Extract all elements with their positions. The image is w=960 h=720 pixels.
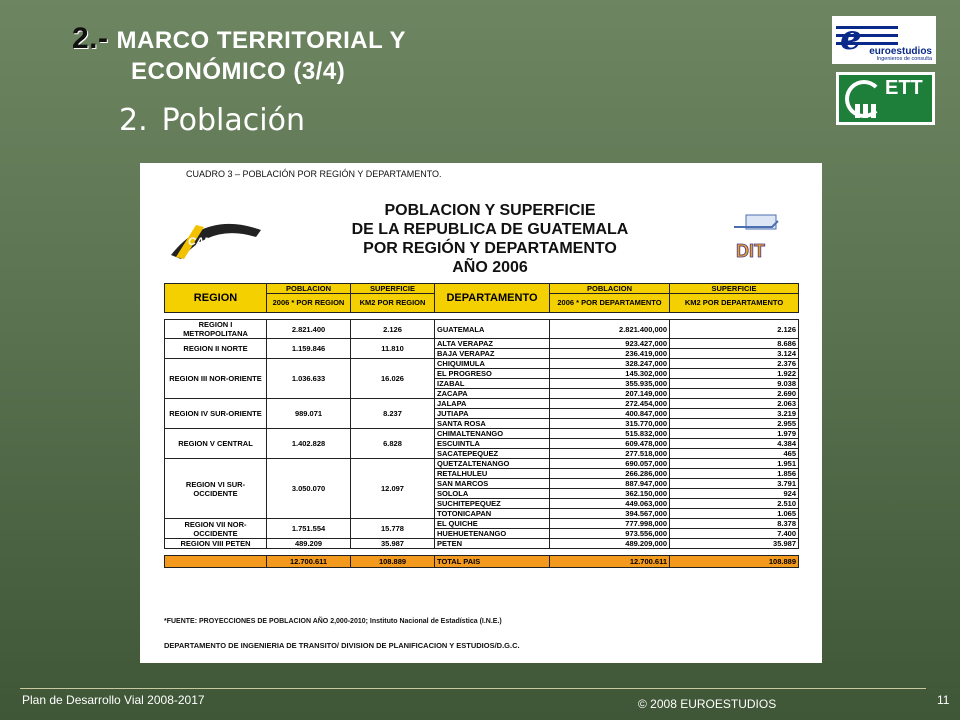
- region-name-cell: REGION II NORTE: [165, 339, 267, 359]
- department-name-cell: ALTA VERAPAZ: [435, 339, 550, 349]
- table-row: [165, 459, 799, 469]
- page-number: 11: [937, 693, 950, 707]
- region-population-cell: 2.821.400: [267, 320, 351, 339]
- department-area-cell: 1.065: [670, 509, 799, 519]
- region-name-cell: REGION I METROPOLITANA: [165, 320, 267, 339]
- department-area-cell: 7.400: [670, 529, 799, 539]
- department-area-cell: 2.690: [670, 389, 799, 399]
- department-name-cell: GUATEMALA: [435, 320, 550, 339]
- department-area-cell: 3.219: [670, 409, 799, 419]
- region-population-cell: 1.402.828: [267, 429, 351, 459]
- slide-subtitle: [119, 103, 305, 138]
- spacer-cell: [267, 549, 351, 556]
- department-name-cell: CHIQUIMULA: [435, 359, 550, 369]
- region-population-cell: 1.751.554: [267, 519, 351, 539]
- department-area-cell: 465: [670, 449, 799, 459]
- spacer-cell: [670, 549, 799, 556]
- spacer-cell: [670, 313, 799, 320]
- euro-name: euroestudios: [869, 46, 932, 57]
- department-population-cell: 777.998,000: [550, 519, 670, 529]
- region-population-cell: 1.159.846: [267, 339, 351, 359]
- subtitle-number: 2.: [119, 103, 148, 138]
- subtitle-text: Población: [161, 103, 305, 138]
- ett-text: ETT: [885, 77, 923, 99]
- source-note: *FUENTE: PROYECCIONES DE POBLACION AÑO 2,000-2010; Instituto Nacional de Estadística (I.N.E.): [164, 618, 502, 625]
- department-name-cell: PETEN: [435, 539, 550, 549]
- region-name-cell: REGION IV SUR-ORIENTE: [165, 399, 267, 429]
- caminos-text: CAMINOS: [188, 236, 240, 248]
- header-pobd-top: POBLACION: [550, 284, 670, 294]
- caminos-logo: [166, 215, 266, 263]
- title-text-1: MARCO TERRITORIAL Y: [116, 27, 407, 54]
- region-area-cell: 6.828: [351, 429, 435, 459]
- population-table: [164, 283, 799, 568]
- header-supd-top: SUPERFICIE: [670, 284, 799, 294]
- region-name-cell: REGION V CENTRAL: [165, 429, 267, 459]
- department-name-cell: JALAPA: [435, 399, 550, 409]
- department-population-cell: 973.556,000: [550, 529, 670, 539]
- header-sup-top: SUPERFICIE: [351, 284, 435, 294]
- department-population-cell: 690.057,000: [550, 459, 670, 469]
- department-population-cell: 315.770,000: [550, 419, 670, 429]
- department-population-cell: 887.947,000: [550, 479, 670, 489]
- header-pob-top: POBLACION: [267, 284, 351, 294]
- header-region: REGION: [165, 284, 267, 313]
- footer-divider: [20, 688, 926, 689]
- ett-column: [863, 104, 868, 118]
- spacer-cell: [165, 549, 267, 556]
- ett-green-box: [839, 75, 932, 122]
- department-population-cell: 515.832,000: [550, 429, 670, 439]
- dit-text: DIT: [736, 241, 765, 261]
- section-number: 2.-: [72, 22, 109, 55]
- table-row: [165, 519, 799, 529]
- total-population-cell: 12.700.611: [267, 556, 351, 568]
- spacer-cell: [435, 549, 550, 556]
- table-row: [165, 429, 799, 439]
- slide-title-line2: ECONÓMICO (3/4): [131, 58, 346, 85]
- department-name-cell: ZACAPA: [435, 389, 550, 399]
- table-row: [165, 359, 799, 369]
- total-row: [165, 556, 799, 568]
- department-population-cell: 277.518,000: [550, 449, 670, 459]
- table-row: [165, 320, 799, 339]
- department-name-cell: IZABAL: [435, 379, 550, 389]
- region-area-cell: 12.097: [351, 459, 435, 519]
- region-population-cell: 3.050.070: [267, 459, 351, 519]
- department-area-cell: 2.063: [670, 399, 799, 409]
- department-name-cell: SOLOLA: [435, 489, 550, 499]
- ett-logo: [836, 72, 935, 125]
- document-image: [140, 163, 822, 663]
- spacer-cell: [550, 549, 670, 556]
- footer-plan: Plan de Desarrollo Vial 2008-2017: [22, 693, 205, 707]
- spacer-row: [165, 549, 799, 556]
- table-caption: CUADRO 3 – POBLACIÓN POR REGIÓN Y DEPARTAMENTO.: [186, 169, 442, 179]
- department-area-cell: 3.791: [670, 479, 799, 489]
- dit-logo: [732, 213, 784, 263]
- total-dep-population-cell: 12.700.611: [550, 556, 670, 568]
- department-population-cell: 2.821.400,000: [550, 320, 670, 339]
- department-population-cell: 355.935,000: [550, 379, 670, 389]
- total-label-cell: TOTAL PAIS: [435, 556, 550, 568]
- euro-tagline: Ingenieros de consulta: [876, 56, 932, 62]
- department-name-cell: SUCHITEPEQUEZ: [435, 499, 550, 509]
- department-area-cell: 924: [670, 489, 799, 499]
- department-area-cell: 2.376: [670, 359, 799, 369]
- total-dep-area-cell: 108.889: [670, 556, 799, 568]
- header-departamento: DEPARTAMENTO: [435, 284, 550, 313]
- region-name-cell: REGION VII NOR-OCCIDENTE: [165, 519, 267, 539]
- spacer-cell: [351, 313, 435, 320]
- region-area-cell: 15.778: [351, 519, 435, 539]
- department-name-cell: ESCUINTLA: [435, 439, 550, 449]
- department-name-cell: SANTA ROSA: [435, 419, 550, 429]
- department-area-cell: 1.951: [670, 459, 799, 469]
- doc-title-line: POBLACION Y SUPERFICIE: [384, 202, 596, 219]
- spacer-cell: [165, 313, 267, 320]
- slide-title-line1: [72, 22, 406, 56]
- region-area-cell: 35.987: [351, 539, 435, 549]
- region-area-cell: 8.237: [351, 399, 435, 429]
- department-area-cell: 2.955: [670, 419, 799, 429]
- department-name-cell: SACATEPEQUEZ: [435, 449, 550, 459]
- department-population-cell: 328.247,000: [550, 359, 670, 369]
- department-name-cell: SAN MARCOS: [435, 479, 550, 489]
- department-name-cell: HUEHUETENANGO: [435, 529, 550, 539]
- department-name-cell: EL QUICHE: [435, 519, 550, 529]
- department-area-cell: 1.922: [670, 369, 799, 379]
- footer-copyright: © 2008 EUROESTUDIOS: [638, 697, 777, 711]
- department-population-cell: 609.478,000: [550, 439, 670, 449]
- doc-title-line: DE LA REPUBLICA DE GUATEMALA: [351, 221, 629, 238]
- department-population-cell: 207.149,000: [550, 389, 670, 399]
- department-population-cell: 236.419,000: [550, 349, 670, 359]
- department-note: DEPARTAMENTO DE INGENIERIA DE TRANSITO/ DIVISION DE PLANIFICACION Y ESTUDIOS/D.G.C.: [164, 641, 520, 650]
- region-population-cell: 1.036.633: [267, 359, 351, 399]
- department-area-cell: 1.856: [670, 469, 799, 479]
- region-area-cell: 2.126: [351, 320, 435, 339]
- euro-e-mark: e: [840, 18, 862, 58]
- region-population-cell: 489.209: [267, 539, 351, 549]
- doc-title-line: AÑO 2006: [452, 259, 528, 276]
- header-pob-bot: 2006 * POR REGION: [267, 294, 351, 313]
- document-title: [300, 201, 680, 277]
- table-row: [165, 539, 799, 549]
- department-population-cell: 362.150,000: [550, 489, 670, 499]
- department-name-cell: RETALHULEU: [435, 469, 550, 479]
- table-body: [165, 284, 799, 568]
- region-area-cell: 11.810: [351, 339, 435, 359]
- spacer-cell: [435, 313, 550, 320]
- euroestudios-logo: [832, 16, 936, 64]
- department-population-cell: 923.427,000: [550, 339, 670, 349]
- department-population-cell: 449.063,000: [550, 499, 670, 509]
- department-population-cell: 400.847,000: [550, 409, 670, 419]
- spacer-cell: [550, 313, 670, 320]
- region-name-cell: REGION III NOR-ORIENTE: [165, 359, 267, 399]
- department-area-cell: 4.384: [670, 439, 799, 449]
- total-empty-cell: [165, 556, 267, 568]
- department-name-cell: EL PROGRESO: [435, 369, 550, 379]
- department-area-cell: 2.510: [670, 499, 799, 509]
- spacer-cell: [351, 549, 435, 556]
- ett-column: [855, 104, 860, 118]
- table-row: [165, 399, 799, 409]
- department-population-cell: 394.567,000: [550, 509, 670, 519]
- department-population-cell: 489.209,000: [550, 539, 670, 549]
- spacer-cell: [267, 313, 351, 320]
- department-area-cell: 8.686: [670, 339, 799, 349]
- department-area-cell: 35.987: [670, 539, 799, 549]
- department-name-cell: TOTONICAPAN: [435, 509, 550, 519]
- header-supd-bot: KM2 POR DEPARTAMENTO: [670, 294, 799, 313]
- doc-title-line: POR REGIÓN Y DEPARTAMENTO: [363, 240, 617, 257]
- department-population-cell: 272.454,000: [550, 399, 670, 409]
- header-sup-bot: KM2 POR REGION: [351, 294, 435, 313]
- region-name-cell: REGION VI SUR-OCCIDENTE: [165, 459, 267, 519]
- region-area-cell: 16.026: [351, 359, 435, 399]
- region-population-cell: 989.071: [267, 399, 351, 429]
- department-population-cell: 145.302,000: [550, 369, 670, 379]
- department-population-cell: 266.286,000: [550, 469, 670, 479]
- department-name-cell: QUETZALTENANGO: [435, 459, 550, 469]
- department-name-cell: JUTIAPA: [435, 409, 550, 419]
- department-area-cell: 9.038: [670, 379, 799, 389]
- ett-column: [871, 104, 876, 118]
- department-name-cell: BAJA VERAPAZ: [435, 349, 550, 359]
- header-pobd-bot: 2006 * POR DEPARTAMENTO: [550, 294, 670, 313]
- total-area-cell: 108.889: [351, 556, 435, 568]
- department-name-cell: CHIMALTENANGO: [435, 429, 550, 439]
- table-row: [165, 339, 799, 349]
- department-area-cell: 8.378: [670, 519, 799, 529]
- region-name-cell: REGION VIII PETEN: [165, 539, 267, 549]
- department-area-cell: 3.124: [670, 349, 799, 359]
- department-area-cell: 1.979: [670, 429, 799, 439]
- department-area-cell: 2.126: [670, 320, 799, 339]
